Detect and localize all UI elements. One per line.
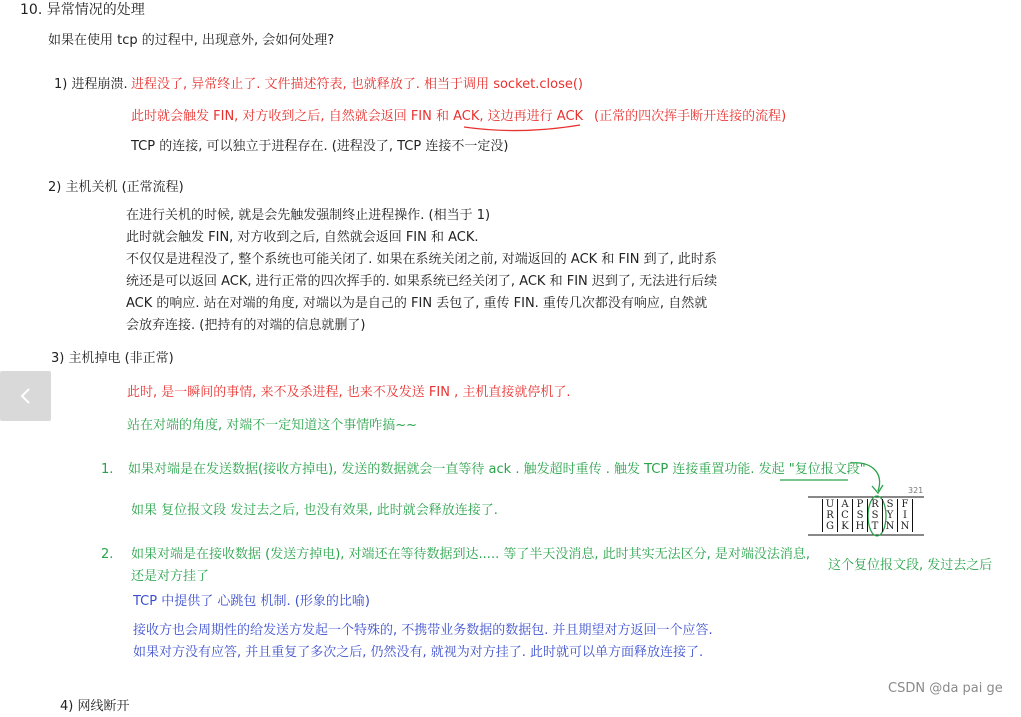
case2-line: 不仅仅是进程没了, 整个系统也可能关闭了. 如果在系统关闭之前, 对端返回的 ACK 和 FIN 到了, 此时系: [126, 252, 717, 267]
flag-col-fin: [897, 499, 913, 532]
item1-number: 1.: [101, 462, 114, 477]
case3-label: 3) 主机掉电 (非正常): [51, 351, 174, 366]
flag-col-rst: [867, 499, 882, 532]
chevron-left-icon: [19, 386, 33, 406]
item2-number: 2.: [101, 547, 114, 562]
question-text: 如果在使用 tcp 的过程中, 出现意外, 会如何处理?: [48, 33, 335, 48]
red-underline-annotation: [462, 122, 582, 134]
flag-letter: N: [885, 521, 895, 532]
heartbeat-line2: 如果对方没有应答, 并且重复了多次之后, 仍然没有, 就视为对方挂了. 此时就可以单方面释放连接了.: [133, 645, 704, 660]
case2-line: 会放弃连接. (把持有的对端的信息就删了): [126, 318, 366, 333]
item2-line2: 还是对方挂了: [131, 569, 210, 584]
item2-line1: 如果对端是在接收数据 (发送方掉电), 对端还在等待数据到达..... 等了半天没消息, 此时其实无法区分, 是对端没法消息,: [131, 547, 810, 562]
case1-line2-note: (正常的四次挥手断开连接的流程): [594, 109, 787, 124]
previous-page-button[interactable]: [0, 371, 51, 421]
item1-text: 如果对端是在发送数据(接收方掉电), 发送的数据就会一直等待 ack . 触发超时重传 . 触发 TCP 连接重置功能. 发起 "复位报文段": [128, 462, 866, 477]
case2-line: ACK 的响应. 站在对端的角度, 对端以为是自己的 FIN 丢包了, 重传 FIN. 重传几次都没有响应, 自然就: [126, 296, 708, 311]
case1-label: 1) 进程崩溃.: [54, 77, 128, 92]
case4-label-partial: 4) 网线断开: [60, 699, 130, 714]
section-title: 10. 异常情况的处理: [20, 2, 145, 18]
heartbeat-line1: 接收方也会周期性的给发送方发起一个特殊的, 不携带业务数据的数据包. 并且期望对方返回一个应答.: [133, 623, 713, 638]
flag-col-syn: [882, 499, 897, 532]
case2-label: 2) 主机关机 (正常流程): [48, 180, 184, 195]
case3-red-line: 此时, 是一瞬间的事情, 来不及杀进程, 也来不及发送 FIN , 主机直接就停机了.: [127, 385, 571, 400]
case1-line1: 进程没了, 异常终止了. 文件描述符表, 也就释放了. 相当于调用 socket.close(): [131, 77, 583, 92]
case2-line: 此时就会触发 FIN, 对方收到之后, 自然就会返回 FIN 和 ACK.: [126, 230, 479, 245]
case1-line2: 此时就会触发 FIN, 对方收到之后, 自然就会返回 FIN 和 ACK, 这边再进行 ACK: [131, 109, 584, 124]
flag-letter: F: [901, 499, 909, 510]
csdn-watermark: CSDN @da pai ge: [888, 681, 1003, 696]
case1-line3: TCP 的连接, 可以独立于进程存在. (进程没了, TCP 连接不一定没): [131, 139, 509, 154]
flag-col-urg: [822, 499, 837, 532]
heartbeat-title: TCP 中提供了 心跳包 机制. (形象的比喻): [133, 594, 370, 609]
flag-letter: U: [825, 499, 835, 510]
case2-line: 统还是可以返回 ACK, 进行正常的四次挥手的. 如果系统已经关闭了, ACK 和 FIN 迟到了, 无法进行后续: [126, 274, 718, 289]
svg-text:321: 321: [908, 487, 924, 495]
flag-letter: K: [841, 521, 849, 532]
flag-letter: R: [826, 510, 834, 521]
flags-columns: [822, 499, 913, 532]
case3-green-line: 站在对端的角度, 对端不一定知道这个事情咋搞~~: [127, 418, 418, 433]
flag-letter: N: [900, 521, 910, 532]
item1-sub: 如果 复位报文段 发过去之后, 也没有效果, 此时就会释放连接了.: [131, 503, 498, 518]
flag-letter: P: [856, 499, 864, 510]
flag-letter: T: [871, 521, 879, 532]
flag-letter: G: [826, 521, 834, 532]
flag-letter: S: [856, 510, 864, 521]
reset-side-note: 这个复位报文段, 发过去之后: [828, 558, 993, 573]
flag-letter: S: [871, 510, 879, 521]
flag-col-psh: [852, 499, 867, 532]
flag-letter: S: [886, 499, 894, 510]
flag-letter: Y: [886, 510, 894, 521]
flag-letter: H: [855, 521, 865, 532]
flag-col-ack: [837, 499, 852, 532]
flag-letter: C: [841, 510, 849, 521]
case2-line: 在进行关机的时候, 就是会先触发强制终止进程操作. (相当于 1): [126, 208, 491, 223]
flag-letter: A: [841, 499, 849, 510]
flag-letter: R: [871, 499, 879, 510]
flag-letter: I: [903, 510, 907, 521]
